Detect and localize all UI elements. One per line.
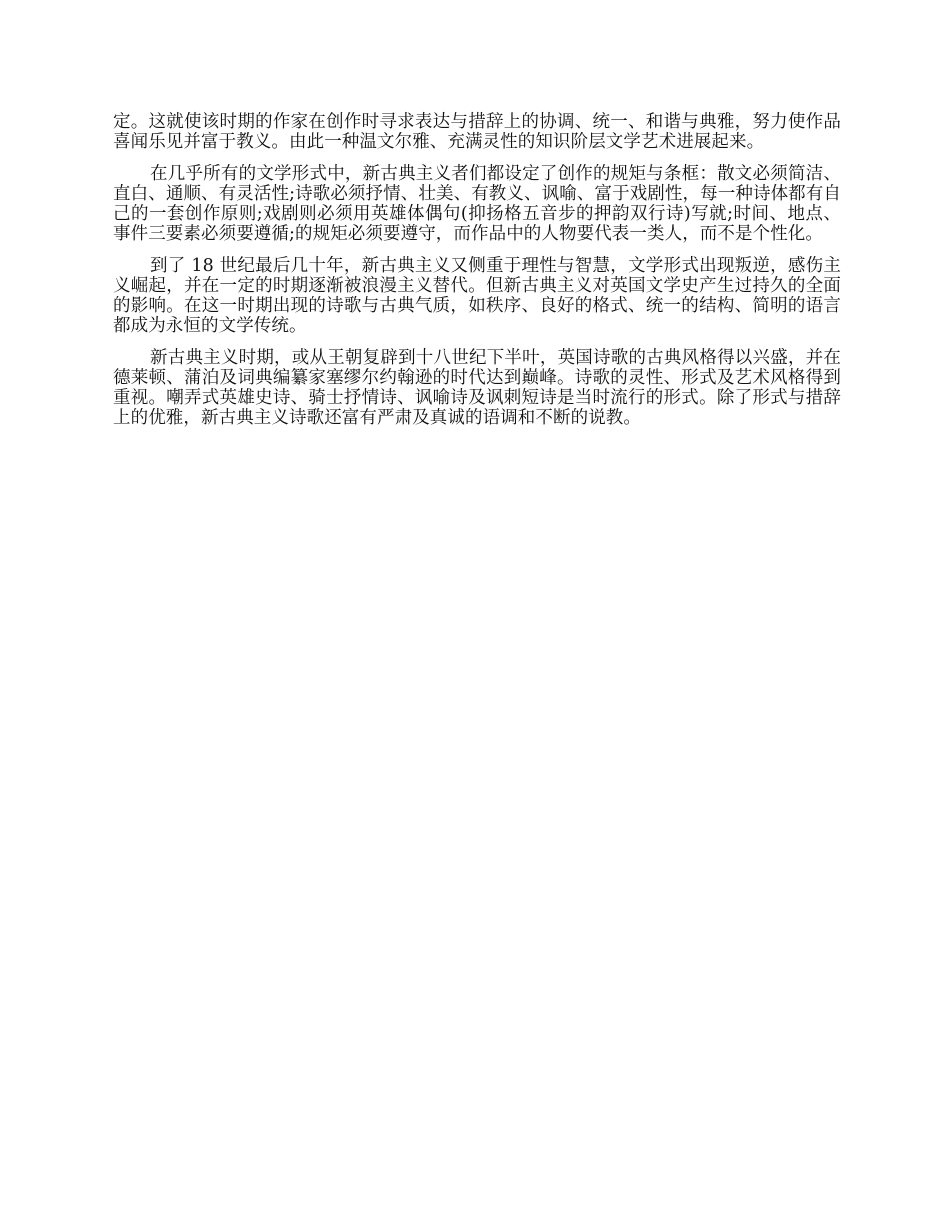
- paragraph-2: 在几乎所有的文学形式中，新古典主义者们都设定了创作的规矩与条框：散文必须简洁、直白、通顺、有灵活性;诗歌必须抒情、壮美、有教义、讽喻、富于戏剧性，每一种诗体都有自己的一套创作原则;戏剧则必须用英雄体偶句(抑扬格五音步的押韵双行诗)写就;时间、地点、事件三要素必须要遵循;的规矩必须要遵守，而作品中的人物要代表一类人，而不是个性化。: [113, 164, 841, 244]
- paragraph-4: 新古典主义时期，或从王朝复辟到十八世纪下半叶，英国诗歌的古典风格得以兴盛，并在德莱顿、蒲泊及词典编纂家塞缪尔约翰逊的时代达到巅峰。诗歌的灵性、形式及艺术风格得到重视。嘲弄式英雄史诗、骑士抒情诗、讽喻诗及讽刺短诗是当时流行的形式。除了形式与措辞上的优雅，新古典主义诗歌还富有严肃及真诚的语调和不断的说教。: [113, 348, 841, 428]
- document-body: [113, 112, 841, 440]
- paragraph-1: 定。这就使该时期的作家在创作时寻求表达与措辞上的协调、统一、和谐与典雅，努力使作品喜闻乐见并富于教义。由此一种温文尔雅、充满灵性的知识阶层文学艺术进展起来。: [113, 112, 841, 152]
- paragraph-3: 到了 18 世纪最后几十年，新古典主义又侧重于理性与智慧，文学形式出现叛逆，感伤主义崛起，并在一定的时期逐渐被浪漫主义替代。但新古典主义对英国文学史产生过持久的全面的影响。在这一时期出现的诗歌与古典气质，如秩序、良好的格式、统一的结构、简明的语言都成为永恒的文学传统。: [113, 256, 841, 336]
